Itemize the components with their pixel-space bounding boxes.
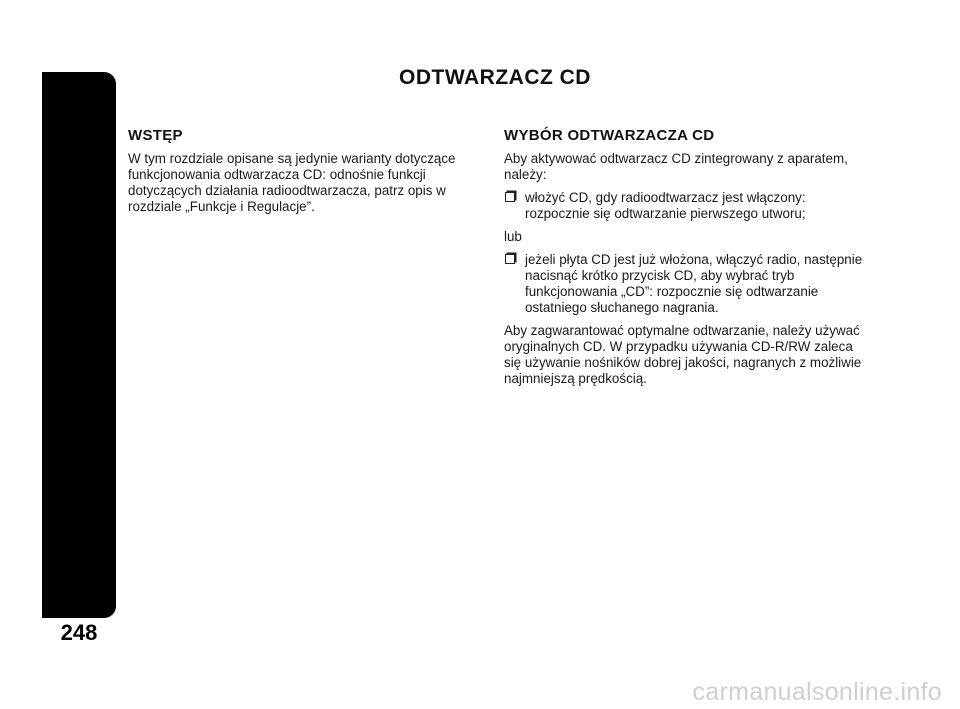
bullet-item-insert-cd bbox=[504, 190, 864, 222]
checkbox-bullet-icon bbox=[505, 254, 515, 264]
bullet-text: włożyć CD, gdy radioodtwarzacz jest włączony: rozpocznie się odtwarzanie pierwszego utworu; bbox=[525, 190, 806, 221]
watermark: carmanualsonline.info bbox=[692, 678, 942, 706]
bullet-text: jeżeli płyta CD jest już włożona, włączyć radio, następnie nacisnąć krótko przycisk CD, aby wybrać tryb funkcjonowania „CD”: rozpocznie się odtwarzanie ostatniego słuchanego nagrania. bbox=[525, 252, 863, 315]
left-column bbox=[128, 128, 478, 222]
section-heading-cd-select: WYBÓR ODTWARZACZA CD bbox=[504, 127, 715, 144]
chapter-label-text: RADIOODTWARZACZ bbox=[32, 279, 44, 387]
or-separator: lub bbox=[504, 229, 522, 244]
right-column bbox=[504, 128, 864, 394]
bullet-item-cd-inserted bbox=[504, 252, 864, 316]
section-heading-intro: WSTĘP bbox=[128, 127, 183, 144]
chapter-tab bbox=[42, 72, 116, 618]
page-title: ODTWARZACZ CD bbox=[399, 66, 591, 89]
checkbox-bullet-icon bbox=[505, 192, 515, 202]
closing-paragraph: Aby zagwarantować optymalne odtwarzanie, należy używać oryginalnych CD. W przypadku używania CD-R/RW zaleca się używanie nośników dobrej jakości, nagranych z możliwie najmniejszą prędkością. bbox=[504, 323, 862, 386]
page-number: 248 bbox=[60, 620, 98, 645]
cd-select-intro: Aby aktywować odtwarzacz CD zintegrowany z aparatem, należy: bbox=[504, 151, 848, 182]
intro-paragraph: W tym rozdziale opisane są jedynie warianty dotyczące funkcjonowania odtwarzacza CD: odnośnie funkcji dotyczących działania radioodtwarzacza, patrz opis w rozdziale „Funkcje i Regulacje”. bbox=[128, 151, 456, 214]
